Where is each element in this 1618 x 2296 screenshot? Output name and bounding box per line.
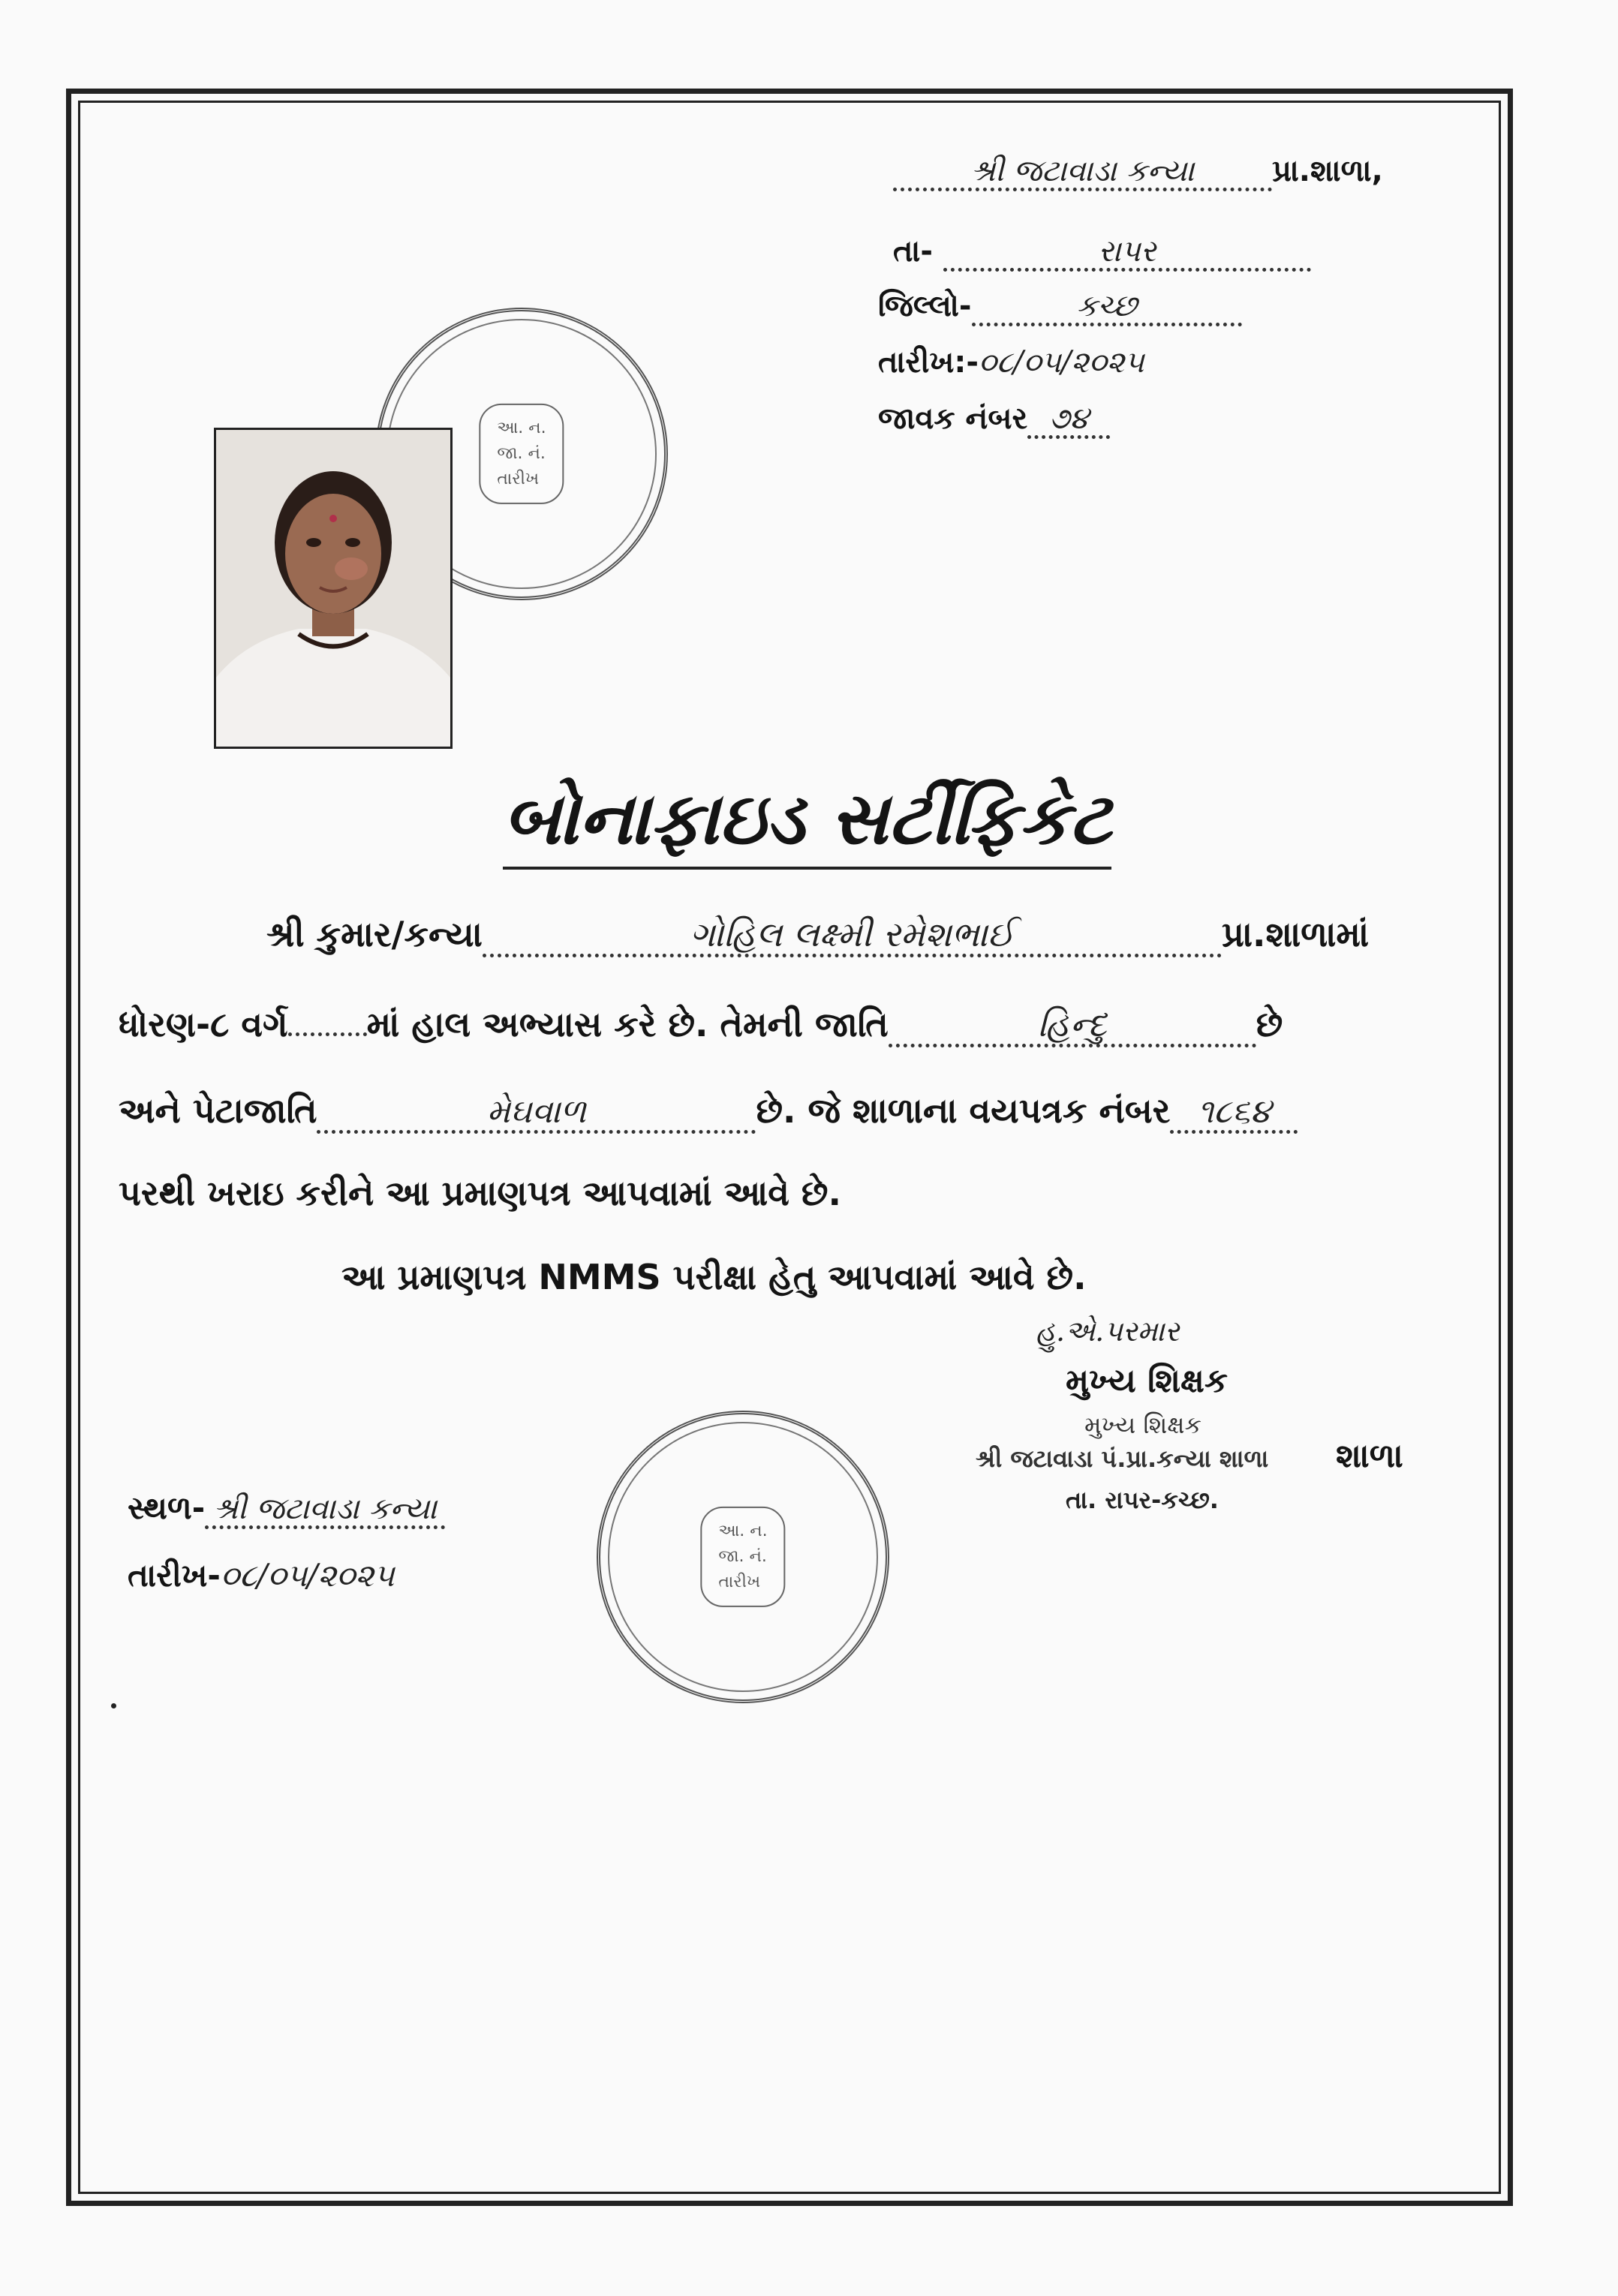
school-seal-bottom bbox=[597, 1411, 889, 1703]
taluka-label: તા- bbox=[893, 234, 933, 269]
school-suffix: પ્રા.શાળા, bbox=[1272, 154, 1383, 188]
outward-number-line bbox=[878, 401, 1110, 439]
header-date-label: તારીખ:- bbox=[878, 345, 979, 380]
district-line bbox=[878, 289, 1242, 326]
signature-stamp-title: મુખ્ય શિક્ષક bbox=[1084, 1411, 1202, 1439]
student-portrait-icon bbox=[216, 430, 450, 747]
taluka-line bbox=[893, 234, 1311, 272]
signature-handwritten: હુ.એ.પરમાર bbox=[1036, 1315, 1180, 1348]
line2-suffix: છે bbox=[1256, 1004, 1283, 1044]
subcaste-value: મેઘવાળ bbox=[317, 1094, 756, 1134]
line3-mid: છે. જે શાળાના વયપત્રક નંબર bbox=[756, 1090, 1171, 1131]
header-date-value: ૦૮/૦૫/૨૦૨૫ bbox=[978, 345, 1144, 380]
seal-field-no: જા. નં. bbox=[497, 443, 546, 463]
seal-field-ref: આ. ન. bbox=[718, 1521, 768, 1540]
seal-field-ref: આ. ન. bbox=[497, 418, 546, 437]
school-word: શાળા bbox=[1336, 1437, 1403, 1475]
signature-stamp-place: તા. રાપર-કચ્છ. bbox=[1066, 1486, 1219, 1514]
certificate-border-inner bbox=[78, 101, 1501, 2194]
certificate-title: બોનાફાઇડ સર્ટીફિકેટ bbox=[503, 777, 1111, 870]
body-line-3 bbox=[119, 1090, 1298, 1134]
district-label: જિલ્લો- bbox=[878, 289, 972, 323]
seal-field-no: જા. નં. bbox=[718, 1546, 767, 1566]
register-number-value: ૧૮૬૪ bbox=[1170, 1094, 1298, 1134]
body-line-5: આ પ્રમાણપત્ર NMMS પરીક્ષા હેતુ આપવામાં આવે છે. bbox=[341, 1257, 1087, 1297]
seal-field-date: તારીખ bbox=[718, 1573, 761, 1592]
seal-fields bbox=[700, 1507, 785, 1607]
line2-mid: માં હાલ અભ્યાસ કરે છે. તેમની જાતિ bbox=[366, 1004, 889, 1044]
body-line-1 bbox=[266, 914, 1369, 957]
footer-date-value: ૦૮/૦૫/૨૦૨૫ bbox=[220, 1557, 395, 1594]
line1-prefix: શ્રી કુમાર/કન્યા bbox=[266, 914, 483, 954]
place-label: સ્થળ- bbox=[128, 1489, 206, 1526]
line2-prefix: ધોરણ-૮ વર્ગ bbox=[119, 1004, 288, 1044]
ink-dot bbox=[111, 1703, 116, 1708]
seal-fields bbox=[479, 404, 564, 504]
school-name-value: શ્રી જટાવાડા કન્યા bbox=[893, 155, 1272, 191]
class-blank bbox=[288, 1032, 367, 1036]
body-line-4: પરથી ખરાઇ કરીને આ પ્રમાણપત્ર આપવામાં આવે છે. bbox=[119, 1173, 841, 1213]
footer-date-line bbox=[128, 1557, 395, 1594]
footer-date-label: તારીખ- bbox=[128, 1557, 221, 1594]
outward-value: ૭૪ bbox=[1027, 402, 1110, 439]
line1-suffix: પ્રા.શાળામાં bbox=[1221, 914, 1370, 954]
signature-stamp-school: શ્રી જટાવાડા પં.પ્રા.કન્યા શાળા bbox=[976, 1444, 1269, 1473]
outward-label: જાવક નંબર bbox=[878, 401, 1028, 436]
student-photo bbox=[214, 428, 453, 749]
school-name-line bbox=[893, 154, 1383, 191]
seal-field-date: તારીખ bbox=[497, 470, 540, 489]
headmaster-designation: મુખ્ય શિક્ષક bbox=[1066, 1362, 1229, 1400]
taluka-value: રાપર bbox=[943, 235, 1311, 272]
body-line-2 bbox=[119, 1004, 1283, 1047]
header-date-line bbox=[878, 345, 1144, 380]
district-value: કચ્છ bbox=[972, 290, 1242, 326]
place-value: શ્રી જટાવાડા કન્યા bbox=[205, 1492, 445, 1529]
student-name-value: ગોહિલ લક્ષ્મી રમેશભાઈ bbox=[483, 915, 1222, 957]
line3-prefix: અને પેટાજાતિ bbox=[119, 1090, 317, 1131]
place-line bbox=[128, 1489, 445, 1529]
caste-value: હિન્દુ bbox=[889, 1005, 1256, 1047]
